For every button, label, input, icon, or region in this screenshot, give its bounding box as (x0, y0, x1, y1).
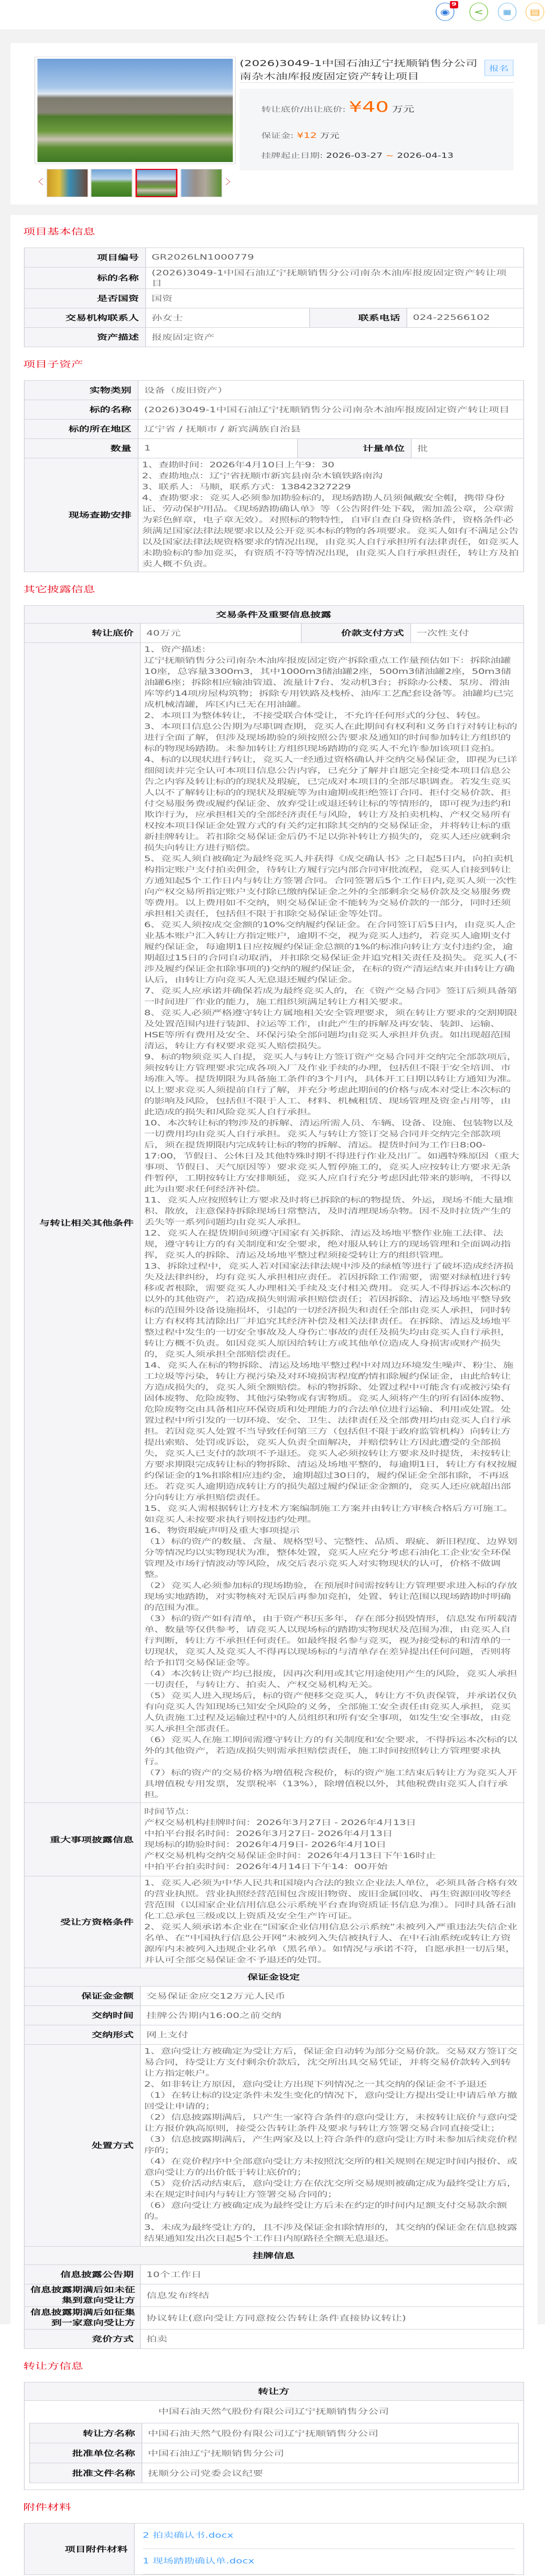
table-row (24, 2006, 524, 2025)
table-header: 保证金设定 (24, 1968, 524, 1987)
label: 信息披露期满后如未征集到意向受让方 (24, 2284, 140, 2307)
value: 10个工作日 (140, 2265, 523, 2284)
price-label: 转让底价/出让底价: (261, 106, 346, 114)
table-row (24, 1876, 524, 1968)
transfer-conditions: 1、资产描述： 辽宁抚顺销售分公司南杂木油库报废固定资产拆除重点工作量预估如下：拆除油罐10座，总容量3300m3，其中1000m3储油罐2座，500m3储油罐2座，50m3储油罐6座；拆除相应输油管道、流量计7台、发动机3台；拆除办公楼、泵房、滑油库等约14项房屋构筑物；拆除专用铁路及栈桥、油库工艺配套设备等。油罐均已完成机械清罐，库区内已无在用油罐。 2、本项目为整体转让，不接受联合体受让，不允许任何形式的分包、转包。 3、本项目信息公告期为尽职调查期，竞买人在此期间有权利和义务自行对转让标的进行全面了解，但涉及现场勘验的须按照公告要求及通知的时间参加转让方组织的标的物现场踏勘。未参加转让方组织现场踏勘的竞买人不允许参加该项目竞拍。 4、标的以现状进行转让，竞买人一经通过资格确认并交纳交易保证金，即视为已详细阅读并完全认可本项目信息公告内容，已充分了解并自愿完全接受本项目信息公告之内容及转让标的的现状及瑕疵，已完成对本项目的全部尽职调查。若发生竞买人以不了解转让标的的现状及瑕疵等为由逾期或拒绝签订合同、拒付交易价款、拒付交易服务费或履约保证金、放弃受让或退还转让标的等情形的，即可视为违约和欺诈行为，应承担相关的全部经济责任与风险，转让方及拍卖机构、产权交易所有权按本项目保证金处置方式的有关约定扣除其交纳的交易保证金，并将转让标的重新挂牌转让。若扣除交易保证金后仍不足以弥补转让方损失的，竞买人还应就剩余损失向转让方进行赔偿。 5、竞买人须自被确定为最终竞买人并获得《成交确认书》之日起5日内，向拍卖机构指定账户支付拍卖佣金，待转让方履行完内部合同审批流程，竞买人自接到转让方通知起5个工作日内与转让方签署合同。合同签署后5个工作日内,竞买人须一次性向产权交易所指定账户支付除已缴纳保证金之外的全部剩余交易价款及交易服务费等费用。以上费用如不交纳，则交易保证金不能转为交易价款的一部分，同时还须承担相关责任，包括但不限于扣除交易保证金等处罚。 6、竞买人须按成交金额的10%交纳履约保证金。在合同签订后5日内，由竞买人企业基本账户汇入转让方指定账户，逾期不交，视为竞买人违约，若竞买人逾期支付履约保证金，每逾期1日应按履约保证金总额的1%的标准向转让方支付违约金，逾期超过15日的合同自动取消，并扣除交易保证金并追究相关责任及损失。竞买人(不涉及履约保证金扣除事项的)交纳的履约保证金，在标的资产清运结束并由转让方确认后，由转让方向竞买人无息退还履约保证金。 7、竞买人应承诺并确保若成为最终竞买人的，在《资产交易合同》签订后须具备第一时间进厂作业的能力，施工组织须满足转让方相关要求。 8、竞买人必须严格遵守转让方属地相关安全管理要求，须在转让方要求的交割期限及处置范围内进行装卸、拉运等工作，由此产生的拆解及再安装、装卸、运输、HSE等所有费用及安全、环保污染全部问题均由竞买人承担并负责。如出现超范围清运，转让方有权要求竞买人赔偿损失。 9、标的物须竞买人自提，竞买人与转让方签订资产交易合同并交纳完全部款项后，须按转让方管理要求完成各项入厂及作业手续的办理，包括但不限于安全培训、市场准入等。提货期限为具备施工条件的3个月内，具体开工日期以转让方通知为准。以上要求竞买人须提前自行了解，并充分考虑此期间的价格与成本对受让本次标的的影响及风险，包括但不限于人工、材料、机械租赁、现场管理及资金占用等，由此造成的损失和风险竞买人自行承担。 10、本次转让标的物涉及的拆解、清运所需人员、车辆、设备、设施、包装物以及一切费用均由竞买人自行承担。竞买人与转让方签订交易合同并交纳完全部款项后，须在提货期限内完成转让标的物的拆解、清运。提货时间为工作日8:00-17:00，节假日、公休日及其他特殊时期不得进行作业及出厂。如遇特殊原因（重大事项、节假日、天气原因等）要求竞买人暂停施工的，竞买人应按转让方要求无条件暂停，工期按转让方安排顺延，竞买人应自行充分考虑因此带来的影响，不得以此为由要求任何经济补偿。 11、竞买人应按照转让方要求及时将已拆除的标的物提货、外运，现场不能大量堆积、散放，注意保持拆除现场日常整洁，及时清理现场杂物。因不及时拉货产生的丢失等一系列问题均由竞买人承担。 12、竞买人在提货期间须遵守国家有关拆除、清运及场地平整作业施工法律、法规，遵守转让方的有关制度和安全要求，绝对服从转让方的现场管理和全面调动指挥，竞买人的拆除、清运及场地平整过程须接受转让方的组织管理。 13、拆除过程中，竞买人若对国家法律法规中涉及的绿植等进行了破坏造成经济损失及法律纠纷，均有竞买人承担相应责任。若因拆除工作需要，需要对绿植进行转移或者根除，需要竞买人办理相关手续及支付相关费用。竞买人不得拆运本次标的以外的其他资产，若造成损失则需承担赔偿责任；若因拆除、清运及场地平整导致标的范围外设备设施损坏，引起的一切经济损失和责任全部由竞买人承担，同时转让方有权将其清除出厂并追究其经济补偿及相关法律责任。在拆除、清运及场地平整过程中发生的一切安全事故及人身伤亡事故的责任及损失均由竞买人自行承担，转让方概不负责。如因竞买人原因给转让方或其他单位造成人身损害或财产损失的，竞买人须承担全部赔偿责任。 14、竞买人在标的物拆除、清运及场地平整过程中对周边环境发生噪声、粉尘、施工垃圾等污染，转让方视污染及对环境损害程度酌情扣除履约保证金，由此给转让方造成损失的，竞买人须全额赔偿。标的物拆除、处置过程中可能含有或被污染有固体废物、危险废物、其他污染物或有害物质。竞买人须将产生的所有固体废物、危险废物交由具备相应环保资质和处理能力的合法单位进行运输、利用或处置。处置过程中所引发的一切环境、安全、卫生、法律责任及全部费用均由竞买人自行承担。若因竞买人处置不当导致任何第三方（包括但不限于政府监管机构）向转让方提出索赔、处罚或诉讼，竞买人负责全面解决，并赔偿转让方因此遭受的全部损失，竞买人已支付的款项不予退还。竞买人必须按转让方要求及时提货，未按转让方要求期限完成转让标的物拆除、清运及场地平整的，每逾期1日，转让方有权按履约保证金的1%扣除相应违约金，逾期超过30日的，履约保证金全部扣除，不再返还。若竞买人逾期造成转让方的损失超过履约保证金金额的，竞买人还应就超出部分向转让方承担赔偿责任。 15、竞买人需根据转让方技术方案编制施工方案并由转让方审核合格后方可施工。如竞买人未按要求执行则按违约处理。 16、物资瑕疵声明及重大事项提示 （1）标的资产的数量、含量、规格型号、完整性、品质、瑕疵、新旧程度、边界划分等情况均以实物现状为准，整体处置，竞买人应充分考虑石油化工企业安全环保管理及市场行情波动等风险，成交后表示竞买人对实物现状的认可，价格不做调整。 （2）竞买人必须参加标的现场勘验，在预展时间需按转让方管理要求进入标的存放现场实地踏勘，对实物核对无误后再参加竞拍，处置、转让范围以现场踏勘时明确的范围为准。 （3）标的资产如有清单，由于资产积压多年，存在部分损毁情形，信息发布所载清单、数量等仅供参考，请竞买人以现场标的踏勘实物现状及范围为准，由竞买人自行判断，转让方不承担任何责任。如最终报名参与竞买，视为接受标的和清单的一切现状，竞买人及竞买人不得再以现场标的与清单存在差异提出任何问题，否则将给予扣罚交易保证金等。 （4）本次转让资产均已报废，因再次利用或其它用途使用产生的风险，竞买人承担一切责任，与转让方、拍卖人、产权交易机构无关。 （5）竞买人进入现场后，标的资产便移交竞买人，转让方不负责保管，并承诺仅负有向竞买人告知现场已知安全风险的义务，全部施工安全责任由竞买人承担，竞买人负责施工过程及运输过程中的人员组织和所有安全事项，如发生安全事故，由竞买人承担全部责任。 （6）竞买人在施工期间需遵守转让方的有关制度和安全要求，不得拆运本次标的以外的其他资产，若造成损失则需承担赔偿责任，施工时间按照转让方管理要求执行。 （7）标的资产的交易价格为增值税含税价，标的资产施工结束后转让方为竞买人开具增值税专用发票，发票税率（13%），除增值税以外，其他税费由竞买人自行承担。 (140, 643, 523, 1803)
label: 转让方名称 (29, 2423, 141, 2443)
eye-icon: ◉ (440, 7, 450, 17)
label: 批准文件名称 (29, 2463, 141, 2483)
table-row (24, 1803, 524, 1876)
qrcode-button[interactable] (498, 3, 517, 21)
photo-oil-depot (37, 59, 233, 162)
label: 转让底价 (24, 624, 140, 643)
label: 处置方式 (24, 2045, 140, 2247)
value: 抚顺分公司党委会议纪要 (141, 2463, 518, 2483)
project-title: (2026)3049-1中国石油辽宁抚顺销售分公司南杂木油库报废固定资产转让项目 (239, 58, 478, 81)
value: 报废固定资产 (145, 328, 523, 347)
label: 与转让相关其他条件 (24, 643, 140, 1803)
value: 设备（废旧资产） (138, 381, 524, 400)
value: 拍卖 (140, 2330, 523, 2349)
attachments-table (24, 2523, 524, 2575)
thumb-prev-button[interactable]: 〈 (32, 178, 43, 187)
main-photo (35, 57, 236, 164)
thumbnail-3-selected[interactable] (136, 169, 178, 197)
price-unit: 万元 (391, 104, 415, 114)
thumbnail-1[interactable] (47, 169, 89, 197)
table-row (24, 328, 524, 347)
value: GR2026LN1000779 (145, 248, 523, 267)
table-row (24, 458, 524, 572)
major-matters: 时间节点： 产权交易机构挂牌时间：2026年3月27日 - 2026年4月13日 中拍平台报名时间：2026年3月27日- 2026年4月13日 现场标的勘验时间：2026年4月9日- 2026年4月10日 产权交易机构交纳交易保证金时间：2026年4月13日下午16时止 中拍平台拍卖时间：2026年4月14日下午14：00开始 (140, 1803, 523, 1876)
attachment-link[interactable]: 2 拍卖确认书.docx (143, 2531, 234, 2540)
section-title-attachments: 附件材料 (23, 2502, 71, 2512)
price-value: ¥40 (348, 98, 389, 115)
table-row (24, 267, 524, 289)
label: 批准单位名称 (29, 2443, 141, 2463)
table-row (24, 2265, 524, 2284)
label: 实物类别 (24, 381, 138, 400)
value: (2026)3049-1中国石油辽宁抚顺销售分公司南杂木油库报废固定资产转让项目 (145, 267, 523, 289)
table-row (24, 1987, 524, 2006)
label: 重大事项披露信息 (24, 1803, 140, 1876)
value: 辽宁省 / 抚顺市 / 新宾满族自治县 (138, 420, 524, 439)
table-row (24, 624, 524, 643)
table-header: 交易条件及重要信息披露 (24, 606, 524, 624)
label: 标的名称 (24, 400, 138, 420)
share-button[interactable] (470, 3, 488, 21)
share-icon: < (474, 7, 484, 17)
label: 标的名称 (24, 267, 145, 289)
qualification-conditions: 1、竞买人必须为中华人民共和国境内合法的独立企业法人单位，必须具备合格有效的营业执照。营业执照经营范围包含废旧物资、废旧金属回收、再生资源回收等经营范围（以国家企业信用信息公示系统平台查询资质证书信息为准）。同时具备石油化工总承包三级或以上资质及安全生产许可证。 2、竞买人须承诺本企业在“国家企业信用信息公示系统”未被列入严重违法失信企业名单、在“中国执行信息公开网”未被列入失信被执行人、在中石油系统或转让方资源库内未被列入违规企业名单（黑名单）。如情况与承诺不符，自愿承担一切后果，并认可全部交易保证金不予退还的处罚。 (140, 1876, 523, 1968)
value: 1 (138, 439, 297, 458)
deposit-value: ¥12 (297, 132, 317, 140)
value: 网上支付 (140, 2025, 523, 2045)
top-bar (0, 0, 545, 29)
table-row (24, 643, 524, 1803)
value: 孙女士 (145, 308, 309, 328)
transferor-table (24, 2382, 524, 2490)
label: 现场查勘安排 (24, 458, 138, 572)
table-row (29, 2443, 518, 2463)
phone-value: 024-22566102 (407, 308, 524, 328)
value: 挂牌公告期内16:00之前交纳 (140, 2006, 523, 2025)
label: 信息披露公告期 (24, 2265, 140, 2284)
transferor-company: 中国石油天然气股份有限公司辽宁抚顺销售分公司 (158, 2408, 389, 2416)
table-row (24, 2307, 524, 2330)
sub-asset-table (24, 380, 524, 572)
label: 交纳时间 (24, 2006, 140, 2025)
table-row (24, 248, 524, 267)
label: 信息披露期满后如征集到一家意向受让方 (24, 2307, 140, 2330)
label: 计量单位 (297, 439, 411, 458)
attachment-link[interactable]: 1 现场踏勘确认单.docx (143, 2557, 255, 2566)
table-row (29, 2423, 518, 2443)
price-line (261, 98, 415, 115)
value: 一次性支付 (410, 624, 524, 643)
attachment-item (143, 2549, 515, 2574)
deposit-line (261, 130, 340, 140)
details-card (10, 215, 538, 2576)
table-row (24, 289, 524, 308)
basic-info-table (24, 248, 524, 347)
table-header: 挂牌信息 (24, 2247, 524, 2265)
disposal-method: 1、意向受让方被确定为受让方后，保证金自动转为部分交易价款。交易双方签订交易合同，待受让方支付剩余价款后，沈交所出具交易凭证，并将交易价款转入到转让方指定帐户。 2、如非转让方原因，意向受让方出现下列情况之一其交纳的保证金不予退还 （1）在转让标的设定条件未发生变化的情况下，意向受让方提出受让申请后单方撤回受让申请的； （2）信息披露期满后，只产生一家符合条件的意向受让方，未按转让底价与意向受让方报价孰高原则，接受公告转让条件及要求与转让方签署交易合同直接受让； （3）信息披露期满后，产生两家及以上符合条件的意向受让方时未参加后续竞价程序的； （4）在竞价程序中全部意向受让方未按照沈交所的相关规则在规定时间内报价、或意向受让方的出价低于转让底价的； （5）竞价活动结束后，意向受让方在依沈交所交易规则被确定成为最终受让方后，未在规定时间内与转让方签署交易合同的； （6）意向受让方被确定成为最终受让方后未在约定的时间内足额支付交易款余额的。 3、未成为最终受让方的，且不涉及保证金扣除情形的，其交纳的保证金在信息披露结果通知发出次日起5个工作日内原路径全额无息退还。 (140, 2045, 523, 2247)
table-row (24, 400, 524, 420)
attachment-item (143, 2524, 515, 2549)
deposit-label: 保证金: (261, 132, 294, 140)
label: 竞价方式 (24, 2330, 140, 2349)
table-header: 转让方 (24, 2382, 524, 2401)
thumb-next-button[interactable]: 〉 (225, 178, 236, 187)
transferor-detail-table (29, 2423, 518, 2483)
print-button[interactable] (526, 3, 544, 21)
label: 项目附件材料 (24, 2524, 134, 2575)
table-row (24, 2330, 524, 2349)
label: 资产描述 (24, 328, 145, 347)
label: 交易机构联系人 (24, 308, 145, 328)
section-title-sub-asset: 项目子资产 (23, 359, 83, 369)
view-count-button[interactable] (435, 2, 457, 21)
label: 是否国资 (24, 289, 145, 308)
date-separator: ~ (386, 152, 394, 160)
section-title-basic: 项目基本信息 (23, 227, 95, 237)
other-disclosure-table (24, 605, 524, 2349)
value: 中国石油天然气股份有限公司辽宁抚顺销售分公司 (141, 2423, 518, 2443)
section-title-transferor: 转让方信息 (23, 2361, 83, 2371)
label: 项目编号 (24, 248, 145, 267)
value: 40万元 (140, 624, 301, 643)
inspection-arrangement: 1、查勘时间：2026年4月10日上午9：30 2、查勘地点：辽宁省抚顺市新宾县南杂木镇铁路南沟 3、联系人：马顺，联系方式：13842327229 4、查勘要求：竞买人必须参加勘验标的，现场踏勘人员须佩戴安全帽，携带身份证、劳动保护用品。《现场踏勘确认单》等（公告附件处下载，需加盖公章，公章需为彩色鲜章，电子章无效）。对照标的物特性，自审自查自身资格条件，资格条件必须满足国家法律法规要求以及公开竞买本标的物的各项要求。竞买人如有不满足公告以及国家法律法规资格要求的情况出现，由竞买人自行承担所有法律责任，如竞买人未勘验标的参加竞买，有资质不符等情况出现，由竞买人自行承担责任，转让方及拍卖人概不负责。 (138, 458, 524, 572)
date-end: 2026-04-13 (397, 152, 454, 160)
value: 国资 (145, 289, 523, 308)
label: 受让方资格条件 (24, 1876, 140, 1968)
table-row (24, 2045, 524, 2247)
value: (2026)3049-1中国石油辽宁抚顺销售分公司南杂木油库报废固定资产转让项目 (138, 400, 524, 420)
view-count-badge: 9 (450, 1, 459, 8)
table-row (24, 2025, 524, 2045)
table-row (24, 308, 524, 328)
deposit-unit: 万元 (320, 132, 340, 140)
thumbnail-2[interactable] (91, 169, 133, 197)
label: 联系电话 (309, 308, 407, 328)
label: 保证金金额 (24, 1987, 140, 2006)
value: 批 (411, 439, 523, 458)
value: 协议转让(意向受让方同意按公告转让条件直接协议转让) (140, 2307, 523, 2330)
price-box (239, 89, 514, 170)
label: 数量 (24, 439, 138, 458)
qrcode-icon: ▦ (503, 8, 511, 16)
date-label: 挂牌起止日期: (261, 152, 323, 160)
signup-button[interactable]: 报名 (484, 60, 514, 76)
value: 交易保证金应交12万元人民币 (140, 1987, 523, 2006)
label: 价款支付方式 (301, 624, 410, 643)
title-divider (239, 82, 514, 83)
table-row (24, 381, 524, 400)
table-row (24, 2284, 524, 2307)
label: 标的所在地区 (24, 420, 138, 439)
print-icon: ▤ (529, 7, 540, 17)
listing-dates-line (261, 150, 454, 160)
table-row (24, 2524, 524, 2575)
table-row (29, 2463, 518, 2483)
table-row (24, 439, 524, 458)
table-row (24, 420, 524, 439)
thumbnail-4[interactable] (180, 169, 222, 197)
label: 交纳形式 (24, 2025, 140, 2045)
date-start: 2026-03-27 (326, 152, 383, 160)
value: 信息发布终结 (140, 2284, 523, 2307)
value: 中国石油辽宁抚顺销售分公司 (141, 2443, 518, 2463)
section-title-other: 其它披露信息 (23, 584, 95, 594)
